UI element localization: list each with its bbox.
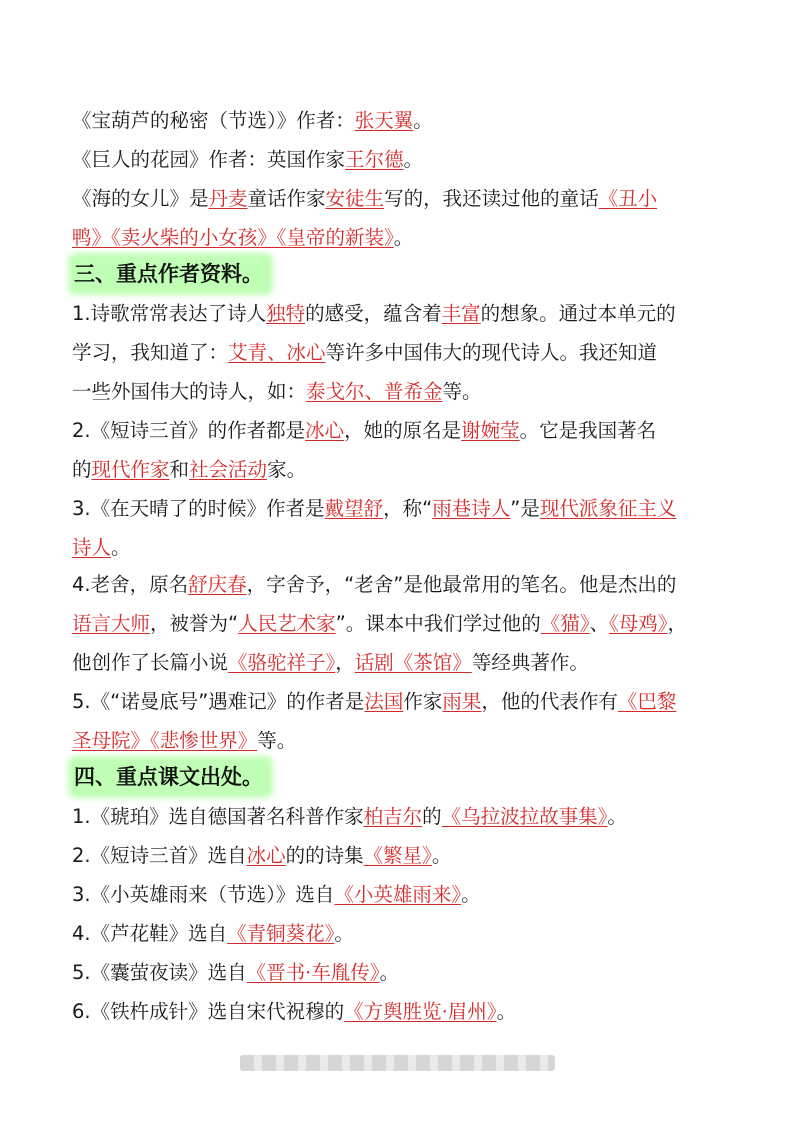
text-line — [72, 184, 724, 214]
text-line — [72, 648, 724, 678]
text-line — [72, 609, 724, 639]
body-text: 、 — [589, 612, 610, 635]
body-text: 学习，我知道了： — [72, 341, 229, 364]
body-text: 。 — [403, 148, 424, 171]
text-line — [72, 299, 724, 329]
body-text: 他创作了长篇小说 — [72, 651, 229, 674]
answer-text: 话剧《茶馆》 — [354, 651, 472, 674]
answer-text: 现代派象征主义 — [539, 497, 677, 520]
text-line — [72, 802, 724, 832]
body-text: 5.《囊萤夜读》选自 — [72, 961, 247, 984]
body-text: 3.《小英雄雨来（节选）》选自 — [72, 883, 335, 906]
body-text: ，称“ — [383, 497, 433, 520]
blurred-footer-watermark — [240, 1055, 555, 1071]
body-text: 的想象。通过本单元的 — [480, 302, 676, 325]
text-line — [72, 687, 724, 717]
answer-text: 语言大师 — [72, 612, 151, 635]
body-text: 《海的女儿》是 — [72, 187, 209, 210]
body-text: ， — [335, 651, 355, 674]
answer-text: 诗人 — [72, 536, 112, 559]
answer-text: 社会活动 — [189, 458, 268, 481]
body-text: 等经典著作。 — [471, 651, 589, 674]
answer-text: 《母鸡》 — [609, 612, 668, 635]
answer-text: 独特 — [266, 302, 306, 325]
answer-text: 《乌拉波拉故事集》 — [441, 805, 608, 828]
body-text: 。 — [393, 226, 414, 249]
body-text: 《宝葫芦的秘密（节选）》作者： — [72, 109, 355, 132]
body-text: 作家 — [403, 690, 443, 713]
body-text: ，被誉为“ — [150, 612, 239, 635]
text-line — [72, 841, 724, 871]
body-text: 。 — [607, 805, 627, 828]
body-text: 。 — [413, 109, 433, 132]
body-text: 。它是我国著名 — [519, 419, 657, 442]
answer-text: 泰戈尔、普希金 — [306, 380, 443, 403]
answer-text: 《丑小 — [598, 187, 658, 210]
answer-text: 冰心 — [246, 844, 286, 867]
answer-text: 雨果 — [442, 690, 482, 713]
body-text: 5.《“诺曼底号”遇难记》的作者是 — [72, 690, 365, 713]
body-text: 等。 — [442, 380, 482, 403]
answer-text: 《青铜葵花》 — [227, 922, 335, 945]
body-text: ，他的代表作有 — [481, 690, 618, 713]
text-line — [72, 338, 724, 368]
answer-text: 法国 — [364, 690, 404, 713]
text-line — [72, 106, 724, 136]
body-text: 4.《芦花鞋》选自 — [72, 922, 228, 945]
body-text: 一些外国伟大的诗人，如： — [72, 380, 307, 403]
answer-text: 艾青、冰心 — [228, 341, 326, 364]
body-text: 和 — [169, 458, 190, 481]
text-line — [72, 494, 724, 524]
text-line — [72, 145, 724, 175]
answer-text: 鸭》《卖火柴的小女孩》《皇帝的新装》 — [72, 226, 394, 249]
answer-text: 冰心 — [305, 419, 345, 442]
answer-text: 圣母院》《悲惨世界》 — [72, 729, 258, 752]
body-text: 的的诗集 — [285, 844, 364, 867]
answer-text: 《小英雄雨来》 — [334, 883, 462, 906]
body-text: 。 — [461, 883, 481, 906]
answer-text: 《巴黎 — [617, 690, 677, 713]
body-text: 。 — [111, 536, 131, 559]
text-line — [72, 919, 724, 949]
body-text: 等。 — [257, 729, 297, 752]
answer-text: 《繁星》 — [363, 844, 432, 867]
body-text: ， — [667, 612, 688, 635]
body-text: 。 — [496, 1000, 517, 1023]
body-text: 4.老舍，原名 — [72, 573, 189, 596]
body-text: 的 — [422, 805, 442, 828]
body-text: 1.诗歌常常表达了诗人 — [72, 302, 267, 325]
answer-text: 谢婉莹 — [461, 419, 520, 442]
answer-text: 丹麦 — [208, 187, 248, 210]
body-text: ，她的原名是 — [344, 419, 462, 442]
body-text: 6.《铁杵成针》选自宋代祝穆的 — [72, 1000, 345, 1023]
body-text: 写的，我还读过他的童话 — [384, 187, 599, 210]
text-line — [72, 416, 724, 446]
body-text: ”。课本中我们学过他的 — [335, 612, 541, 635]
answer-text: 人民艺术家 — [238, 612, 336, 635]
body-text: 2.《短诗三首》的作者都是 — [72, 419, 306, 442]
body-text: ，字舍予，“老舍”是他最常用的笔名。他是杰出的 — [246, 573, 677, 596]
answer-text: 《猫》 — [540, 612, 590, 635]
text-line — [72, 570, 724, 600]
answer-text: 安徒生 — [325, 187, 385, 210]
body-text: 3.《在天晴了的时候》作者是 — [72, 497, 325, 520]
body-text: 。 — [379, 961, 400, 984]
answer-text: 《晋书·车胤传》 — [246, 961, 380, 984]
body-text: ”是 — [510, 497, 540, 520]
body-text: 。 — [431, 844, 452, 867]
text-line — [72, 377, 724, 407]
text-line — [72, 997, 724, 1027]
text-line — [72, 726, 724, 756]
answer-text: 戴望舒 — [324, 497, 384, 520]
answer-text: 《骆驼祥子》 — [228, 651, 336, 674]
body-text: 2.《短诗三首》选自 — [72, 844, 247, 867]
answer-text: 舒庆春 — [188, 573, 247, 596]
body-text: 1.《琥珀》选自德国著名科普作家 — [72, 805, 364, 828]
answer-text: 张天翼 — [354, 109, 414, 132]
body-text: 的 — [72, 458, 92, 481]
answer-text: 丰富 — [441, 302, 481, 325]
body-text: 。 — [334, 922, 354, 945]
body-text: 《巨人的花园》作者：英国作家 — [72, 148, 346, 171]
answer-text: 王尔德 — [345, 148, 404, 171]
text-line — [72, 455, 724, 485]
body-text: 等许多中国伟大的现代诗人。我还知道 — [325, 341, 658, 364]
answer-text: 《方舆胜览·眉州》 — [344, 1000, 497, 1023]
section-heading: 四、重点课文出处。 — [72, 760, 269, 794]
text-line — [72, 958, 724, 988]
text-line — [72, 533, 724, 563]
answer-text: 柏吉尔 — [363, 805, 423, 828]
body-text: 童话作家 — [247, 187, 326, 210]
answer-text: 雨巷诗人 — [432, 497, 511, 520]
body-text: 家。 — [267, 458, 307, 481]
text-line — [72, 880, 724, 910]
section-heading: 三、重点作者资料。 — [72, 257, 269, 291]
answer-text: 现代作家 — [91, 458, 170, 481]
body-text: 的感受，蕴含着 — [305, 302, 442, 325]
text-line — [72, 223, 724, 253]
